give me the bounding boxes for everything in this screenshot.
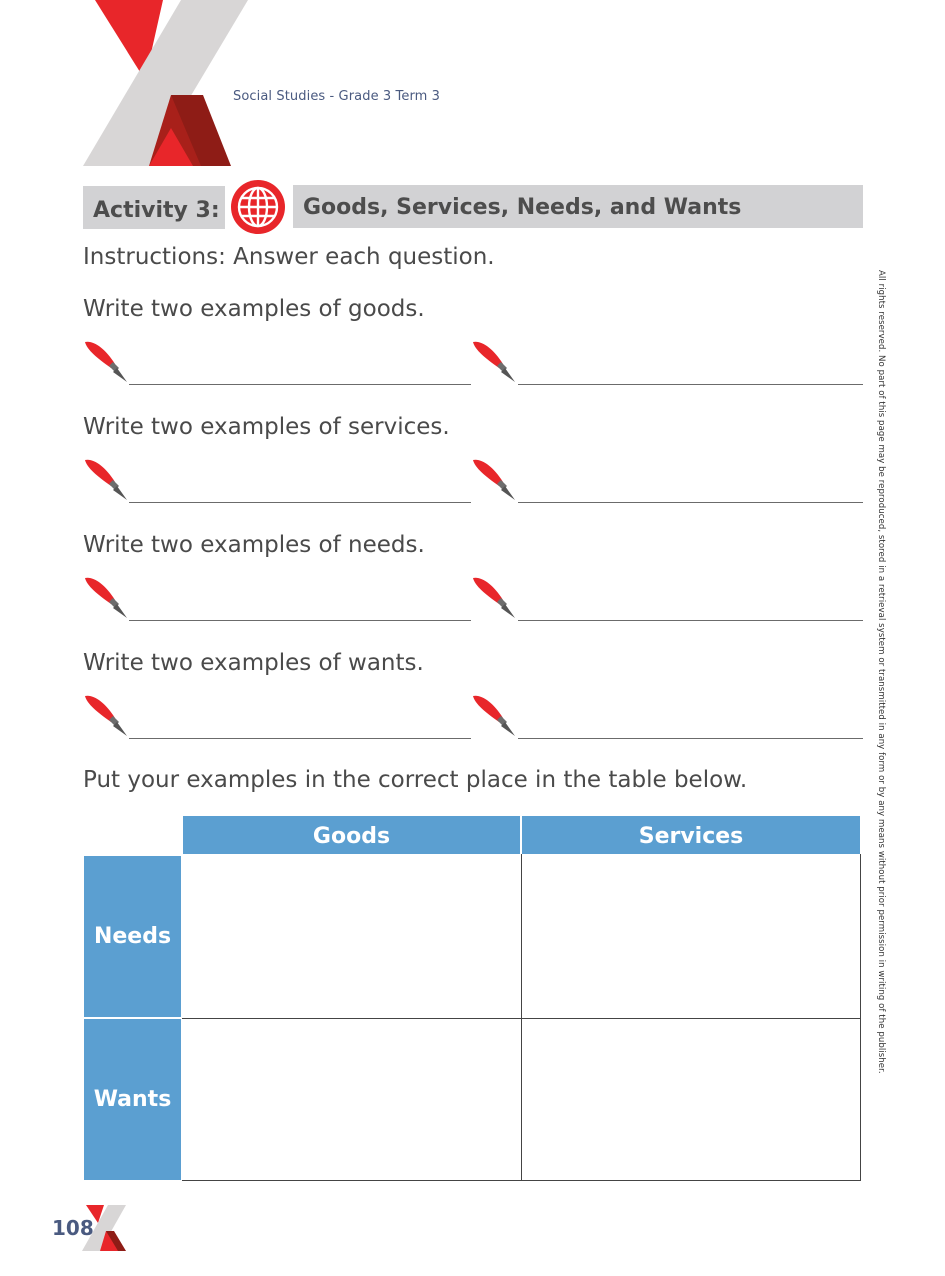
- globe-icon: [229, 178, 287, 236]
- answer-line[interactable]: [129, 738, 471, 739]
- table-prompt: Put your examples in the correct place in the table below.: [83, 767, 748, 793]
- copyright-notice: All rights reserved. No part of this page may be reproduced, stored in a retrieval system or transmitted in any form or by any means without prior permission in writing of the publisher.: [876, 270, 886, 1074]
- column-header-services: Services: [522, 816, 860, 854]
- instructions: Instructions: Answer each question.: [83, 244, 495, 270]
- answer-line[interactable]: [129, 620, 471, 621]
- row-header-wants: [84, 1019, 181, 1180]
- pen-icon: [471, 574, 519, 622]
- answer-line[interactable]: [129, 502, 471, 503]
- answer-row-services: [83, 456, 863, 506]
- answer-line[interactable]: [518, 620, 863, 621]
- publisher-logo: [83, 0, 248, 166]
- row-header-label: Wants: [93, 1087, 172, 1112]
- activity-label: Activity 3:: [83, 186, 225, 229]
- pen-icon: [471, 338, 519, 386]
- answer-line[interactable]: [518, 384, 863, 385]
- answer-line[interactable]: [129, 384, 471, 385]
- pen-icon: [471, 456, 519, 504]
- table-divider: [521, 854, 522, 1181]
- pen-icon: [83, 574, 131, 622]
- question-wants: Write two examples of wants.: [83, 650, 424, 676]
- row-header-label: Needs: [93, 924, 172, 949]
- column-header-goods: Goods: [183, 816, 520, 854]
- cell-needs-services[interactable]: [522, 856, 860, 1018]
- question-goods: Write two examples of goods.: [83, 296, 425, 322]
- pen-icon: [83, 456, 131, 504]
- question-needs: Write two examples of needs.: [83, 532, 425, 558]
- publisher-logo: [82, 1205, 126, 1251]
- answer-row-needs: [83, 574, 863, 624]
- pen-icon: [471, 692, 519, 740]
- answer-row-wants: [83, 692, 863, 742]
- row-header-needs: [84, 856, 181, 1017]
- subject-header: Social Studies - Grade 3 Term 3: [233, 89, 441, 104]
- answer-line[interactable]: [518, 738, 863, 739]
- pen-icon: [83, 338, 131, 386]
- pen-icon: [83, 692, 131, 740]
- activity-title: Goods, Services, Needs, and Wants: [293, 185, 863, 228]
- question-services: Write two examples of services.: [83, 414, 450, 440]
- answer-row-goods: [83, 338, 863, 388]
- answer-line[interactable]: [518, 502, 863, 503]
- cell-wants-services[interactable]: [522, 1019, 860, 1180]
- table-divider: [860, 854, 861, 1181]
- cell-needs-goods[interactable]: [183, 856, 521, 1018]
- page-number: 108: [52, 1216, 94, 1240]
- cell-wants-goods[interactable]: [183, 1019, 521, 1180]
